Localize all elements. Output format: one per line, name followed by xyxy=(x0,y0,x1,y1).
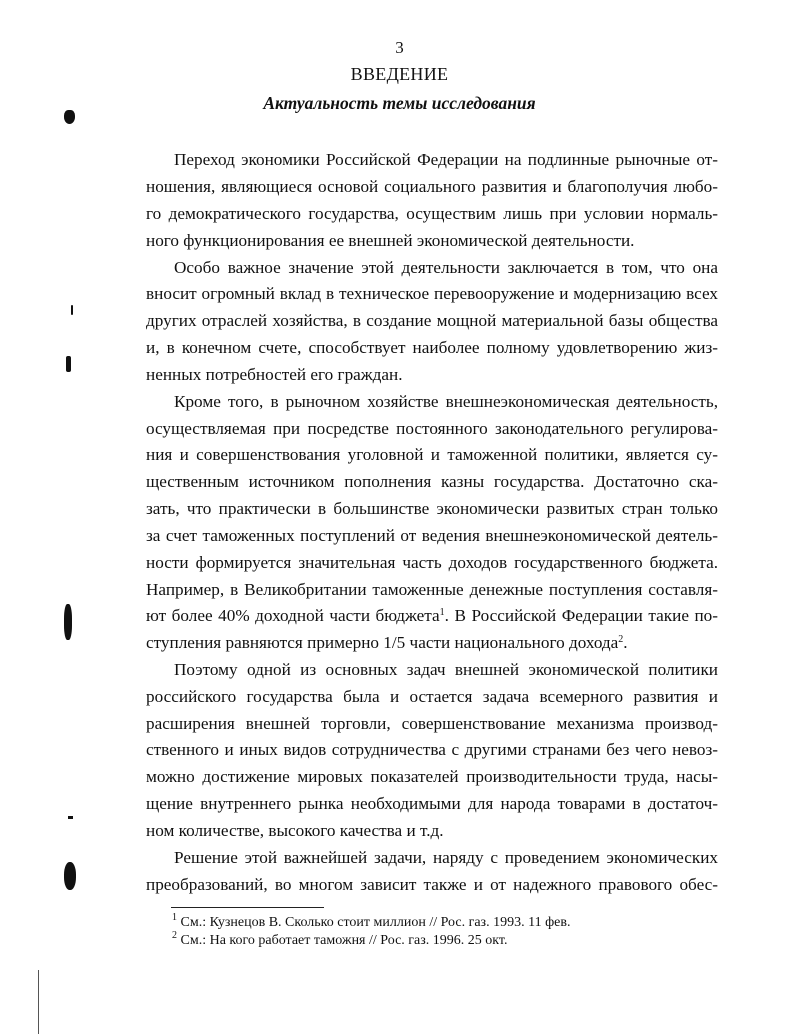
text-line: можно достижение мировых показателей производительности труда, насы- xyxy=(146,767,718,786)
text-line: Переход экономики Российской Федерации на подлинные рыночные от- xyxy=(174,150,718,169)
scan-artifact-mark xyxy=(64,110,75,124)
text-line: и, в конечном счете, способствует наиболее полному удовлетворению жиз- xyxy=(146,338,718,357)
text-line: преобразований, во многом зависит также и от надежного правового обес- xyxy=(146,875,718,894)
text-line: ненных потребностей его граждан. xyxy=(146,365,403,384)
text-fragment: . В Российской Федерации такие по- xyxy=(444,606,718,625)
text-line: Особо важное значение этой деятельности заключается в том, что она xyxy=(174,258,718,277)
footnote-1 xyxy=(172,914,570,932)
text-line: расширения внешней торговли, совершенствование механизма производ- xyxy=(146,714,718,733)
text-line: го демократического государства, осуществим лишь при условии нормаль- xyxy=(146,204,718,223)
text-line: Кроме того, в рыночном хозяйстве внешнеэкономическая деятельность, xyxy=(174,392,718,411)
text-line: щественным источником пополнения казны государства. Достаточно ска- xyxy=(146,472,718,491)
section-title: ВВЕДЕНИЕ xyxy=(350,64,449,84)
text-line: ного функционирования ее внешней экономической деятельности. xyxy=(146,231,635,250)
text-line: ственного и иных видов сотрудничества с другими странами без чего невоз- xyxy=(146,740,718,759)
section-subtitle: Актуальность темы исследования xyxy=(263,93,536,113)
scan-artifact-mark xyxy=(71,305,73,315)
text-line xyxy=(146,630,718,656)
scan-artifact-mark xyxy=(64,604,72,640)
scan-artifact-mark xyxy=(66,356,71,372)
footnote-ref: 1 xyxy=(439,607,445,618)
text-line: Поэтому одной из основных задач внешней экономической политики xyxy=(174,660,718,679)
footnote-text: См.: На кого работает таможня // Рос. газ. 1996. 25 окт. xyxy=(177,933,508,948)
scan-artifact-mark xyxy=(68,816,73,819)
text-line: щение внутреннего рынка необходимыми для народа товарами в достаточ- xyxy=(146,794,718,813)
text-fragment: . xyxy=(623,633,628,652)
text-line: российского государства была и остается задача всемерного развития и xyxy=(146,687,718,706)
footnote-number: 1 xyxy=(172,912,177,923)
text-line: Например, в Великобритании таможенные денежные поступления составля- xyxy=(146,580,718,599)
text-fragment: ступления равняются примерно 1/5 части национального дохода xyxy=(146,633,619,652)
footnote-divider xyxy=(171,907,324,908)
text-line: осуществляемая при посредстве постоянного законодательного регулирова- xyxy=(146,419,718,438)
text-line xyxy=(146,603,718,629)
scan-edge-line xyxy=(38,970,39,1034)
text-line: Решение этой важнейшей задачи, наряду с проведением экономических xyxy=(174,848,718,867)
text-line: за счет таможенных поступлений от ведения внешнеэкономической деятель- xyxy=(146,526,718,545)
text-line: ном количестве, высокого качества и т.д. xyxy=(146,821,444,840)
text-line: ношения, являющиеся основой социального развития и благополучия любо- xyxy=(146,177,718,196)
footnote-ref: 2 xyxy=(618,634,624,645)
text-line: зать, что практически в большинстве экономически развитых стран только xyxy=(146,499,718,518)
text-line: вносит огромный вклад в техническое перевооружение и модернизацию всех xyxy=(146,284,718,303)
text-line: других отраслей хозяйства, в создание мощной материальной базы общества xyxy=(146,311,718,330)
footnote-number: 2 xyxy=(172,930,177,941)
page-number: 3 xyxy=(395,38,404,57)
text-fragment: ют более 40% доходной части бюджета xyxy=(146,606,440,625)
text-line: ния и совершенствования уголовной и таможенной политики, является су- xyxy=(146,445,718,464)
text-line: ности формируется значительная часть доходов государственного бюджета. xyxy=(146,553,718,572)
footnote-2 xyxy=(172,932,507,950)
scan-artifact-mark xyxy=(64,862,76,890)
footnote-text: См.: Кузнецов В. Сколько стоит миллион // Рос. газ. 1993. 11 фев. xyxy=(177,915,571,930)
